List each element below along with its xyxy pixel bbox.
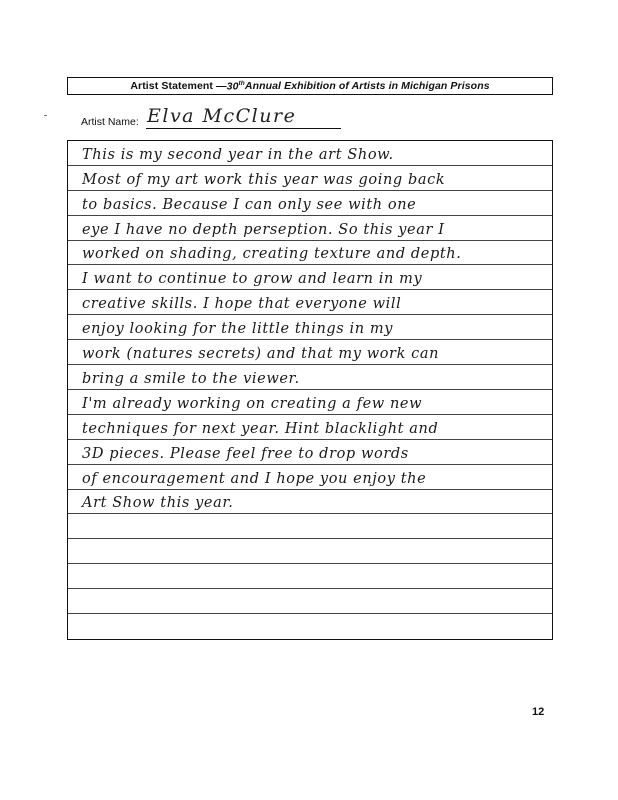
- header-edition-suffix: th: [238, 79, 245, 87]
- statement-line-text: I want to continue to grow and learn in my: [82, 271, 423, 288]
- artist-name-underline: [146, 128, 341, 129]
- statement-line-text: This is my second year in the art Show.: [82, 146, 394, 163]
- statement-line: [68, 266, 552, 291]
- statement-line: [68, 166, 552, 191]
- statement-line-text: bring a smile to the viewer.: [82, 370, 300, 387]
- statement-line-text: Art Show this year.: [82, 495, 234, 512]
- header-exhibition-title: Annual Exhibition of Artists in Michigan Prisons: [244, 80, 490, 92]
- statement-line-text: worked on shading, creating texture and depth.: [82, 246, 462, 263]
- statement-line-text: techniques for next year. Hint blacklight and: [82, 420, 439, 437]
- statement-line-text: eye I have no depth perseption. So this year I: [82, 221, 445, 238]
- statement-line: [68, 315, 552, 340]
- artist-name-value: Elva McClure: [147, 105, 297, 127]
- statement-line-text: enjoy looking for the little things in my: [82, 321, 394, 338]
- statement-line: [68, 490, 552, 515]
- statement-line: [68, 290, 552, 315]
- statement-line-text: of encouragement and I hope you enjoy the: [82, 470, 427, 487]
- statement-line-text: to basics. Because I can only see with one: [82, 196, 417, 213]
- page-number: 12: [532, 706, 545, 718]
- statement-line: [68, 539, 552, 564]
- statement-line: [68, 365, 552, 390]
- artist-name-row: [81, 107, 381, 129]
- statement-line: [68, 614, 552, 639]
- statement-line: [68, 564, 552, 589]
- statement-line-text: work (natures secrets) and that my work can: [82, 346, 440, 363]
- statement-line: [68, 589, 552, 614]
- statement-line-text: I'm already working on creating a few new: [82, 395, 423, 412]
- statement-lined-box: [67, 140, 553, 640]
- statement-line: [68, 440, 552, 465]
- statement-line: [68, 415, 552, 440]
- statement-line: [68, 241, 552, 266]
- statement-line: [68, 216, 552, 241]
- statement-line: [68, 515, 552, 540]
- statement-line: [68, 390, 552, 415]
- statement-line: [68, 191, 552, 216]
- stray-mark: [44, 115, 47, 116]
- header-edition-number: 30th: [226, 79, 245, 93]
- statement-line-text: creative skills. I hope that everyone will: [82, 296, 402, 313]
- statement-line-text: 3D pieces. Please feel free to drop words: [82, 445, 409, 462]
- statement-header: [67, 77, 553, 95]
- statement-line: [68, 340, 552, 365]
- statement-line: [68, 465, 552, 490]
- artist-name-label: Artist Name:: [81, 116, 139, 128]
- statement-line: [68, 141, 552, 166]
- statement-line-text: Most of my art work this year was going back: [82, 171, 446, 188]
- header-prefix: Artist Statement —: [130, 80, 227, 92]
